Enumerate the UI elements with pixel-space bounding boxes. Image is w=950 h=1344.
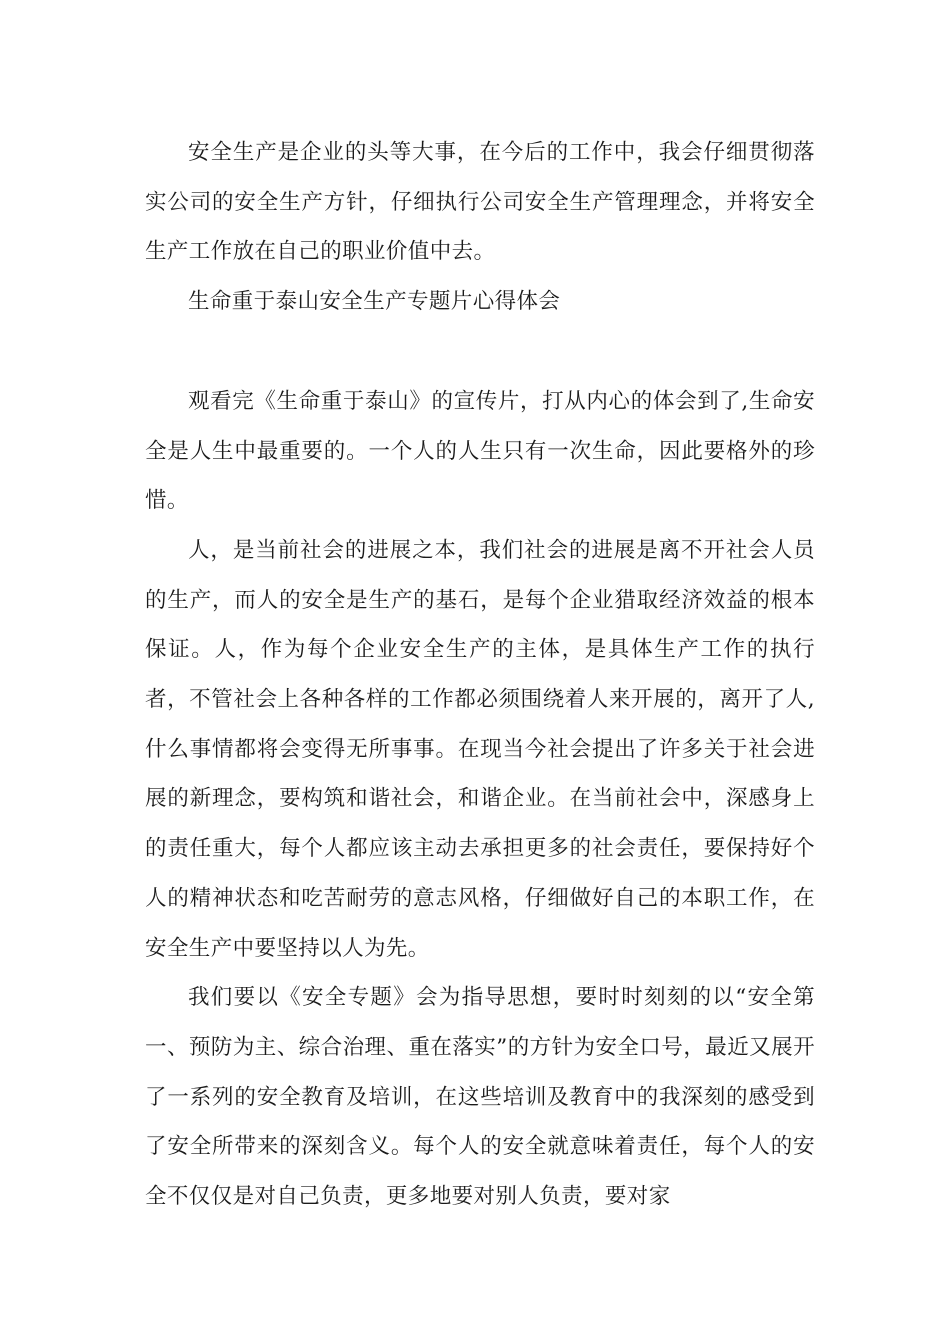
paragraph-watching: 观看完《生命重于泰山》的宣传片，打从内心的体会到了,生命安全是人生中最重要的。一个人的人生只有一次生命，因此要格外的珍惜。	[145, 388, 815, 514]
paragraph-people: 人，是当前社会的进展之本，我们社会的进展是离不开社会人员的生产，而人的安全是生产的基石，是每个企业猎取经济效益的根本保证。人，作为每个企业安全生产的主体，是具体生产工作的执行者，不管社会上各种各样的工作都必须围绕着人来开展的，离开了人,什么事情都将会变得无所事事。在现当今社会提出了许多关于社会进展的新理念，要构筑和谐社会，和谐企业。在当前社会中，深感身上的责任重大，每个人都应该主动去承担更多的社会责任，要保持好个人的精神状态和吃苦耐劳的意志风格，仔细做好自己的本职工作，在安全生产中要坚持以人为先。	[145, 537, 815, 961]
section-title: 生命重于泰山安全生产专题片心得体会	[188, 289, 561, 315]
document-body	[145, 128, 815, 1222]
paragraph-safety-topic: 我们要以《安全专题》会为指导思想，要时时刻刻的以“安全第一、预防为主、综合治理、重在落实”的方针为安全口号，最近又展开了一系列的安全教育及培训，在这些培训及教育中的我深刻的感受到了安全所带来的深刻含义。每个人的安全就意味着责任，每个人的安全不仅仅是对自己负责，更多地要对别人负责，要对家	[145, 985, 815, 1210]
paragraph-intro: 安全生产是企业的头等大事，在今后的工作中，我会仔细贯彻落实公司的安全生产方针，仔细执行公司安全生产管理理念，并将安全生产工作放在自己的职业价值中去。	[145, 140, 815, 265]
